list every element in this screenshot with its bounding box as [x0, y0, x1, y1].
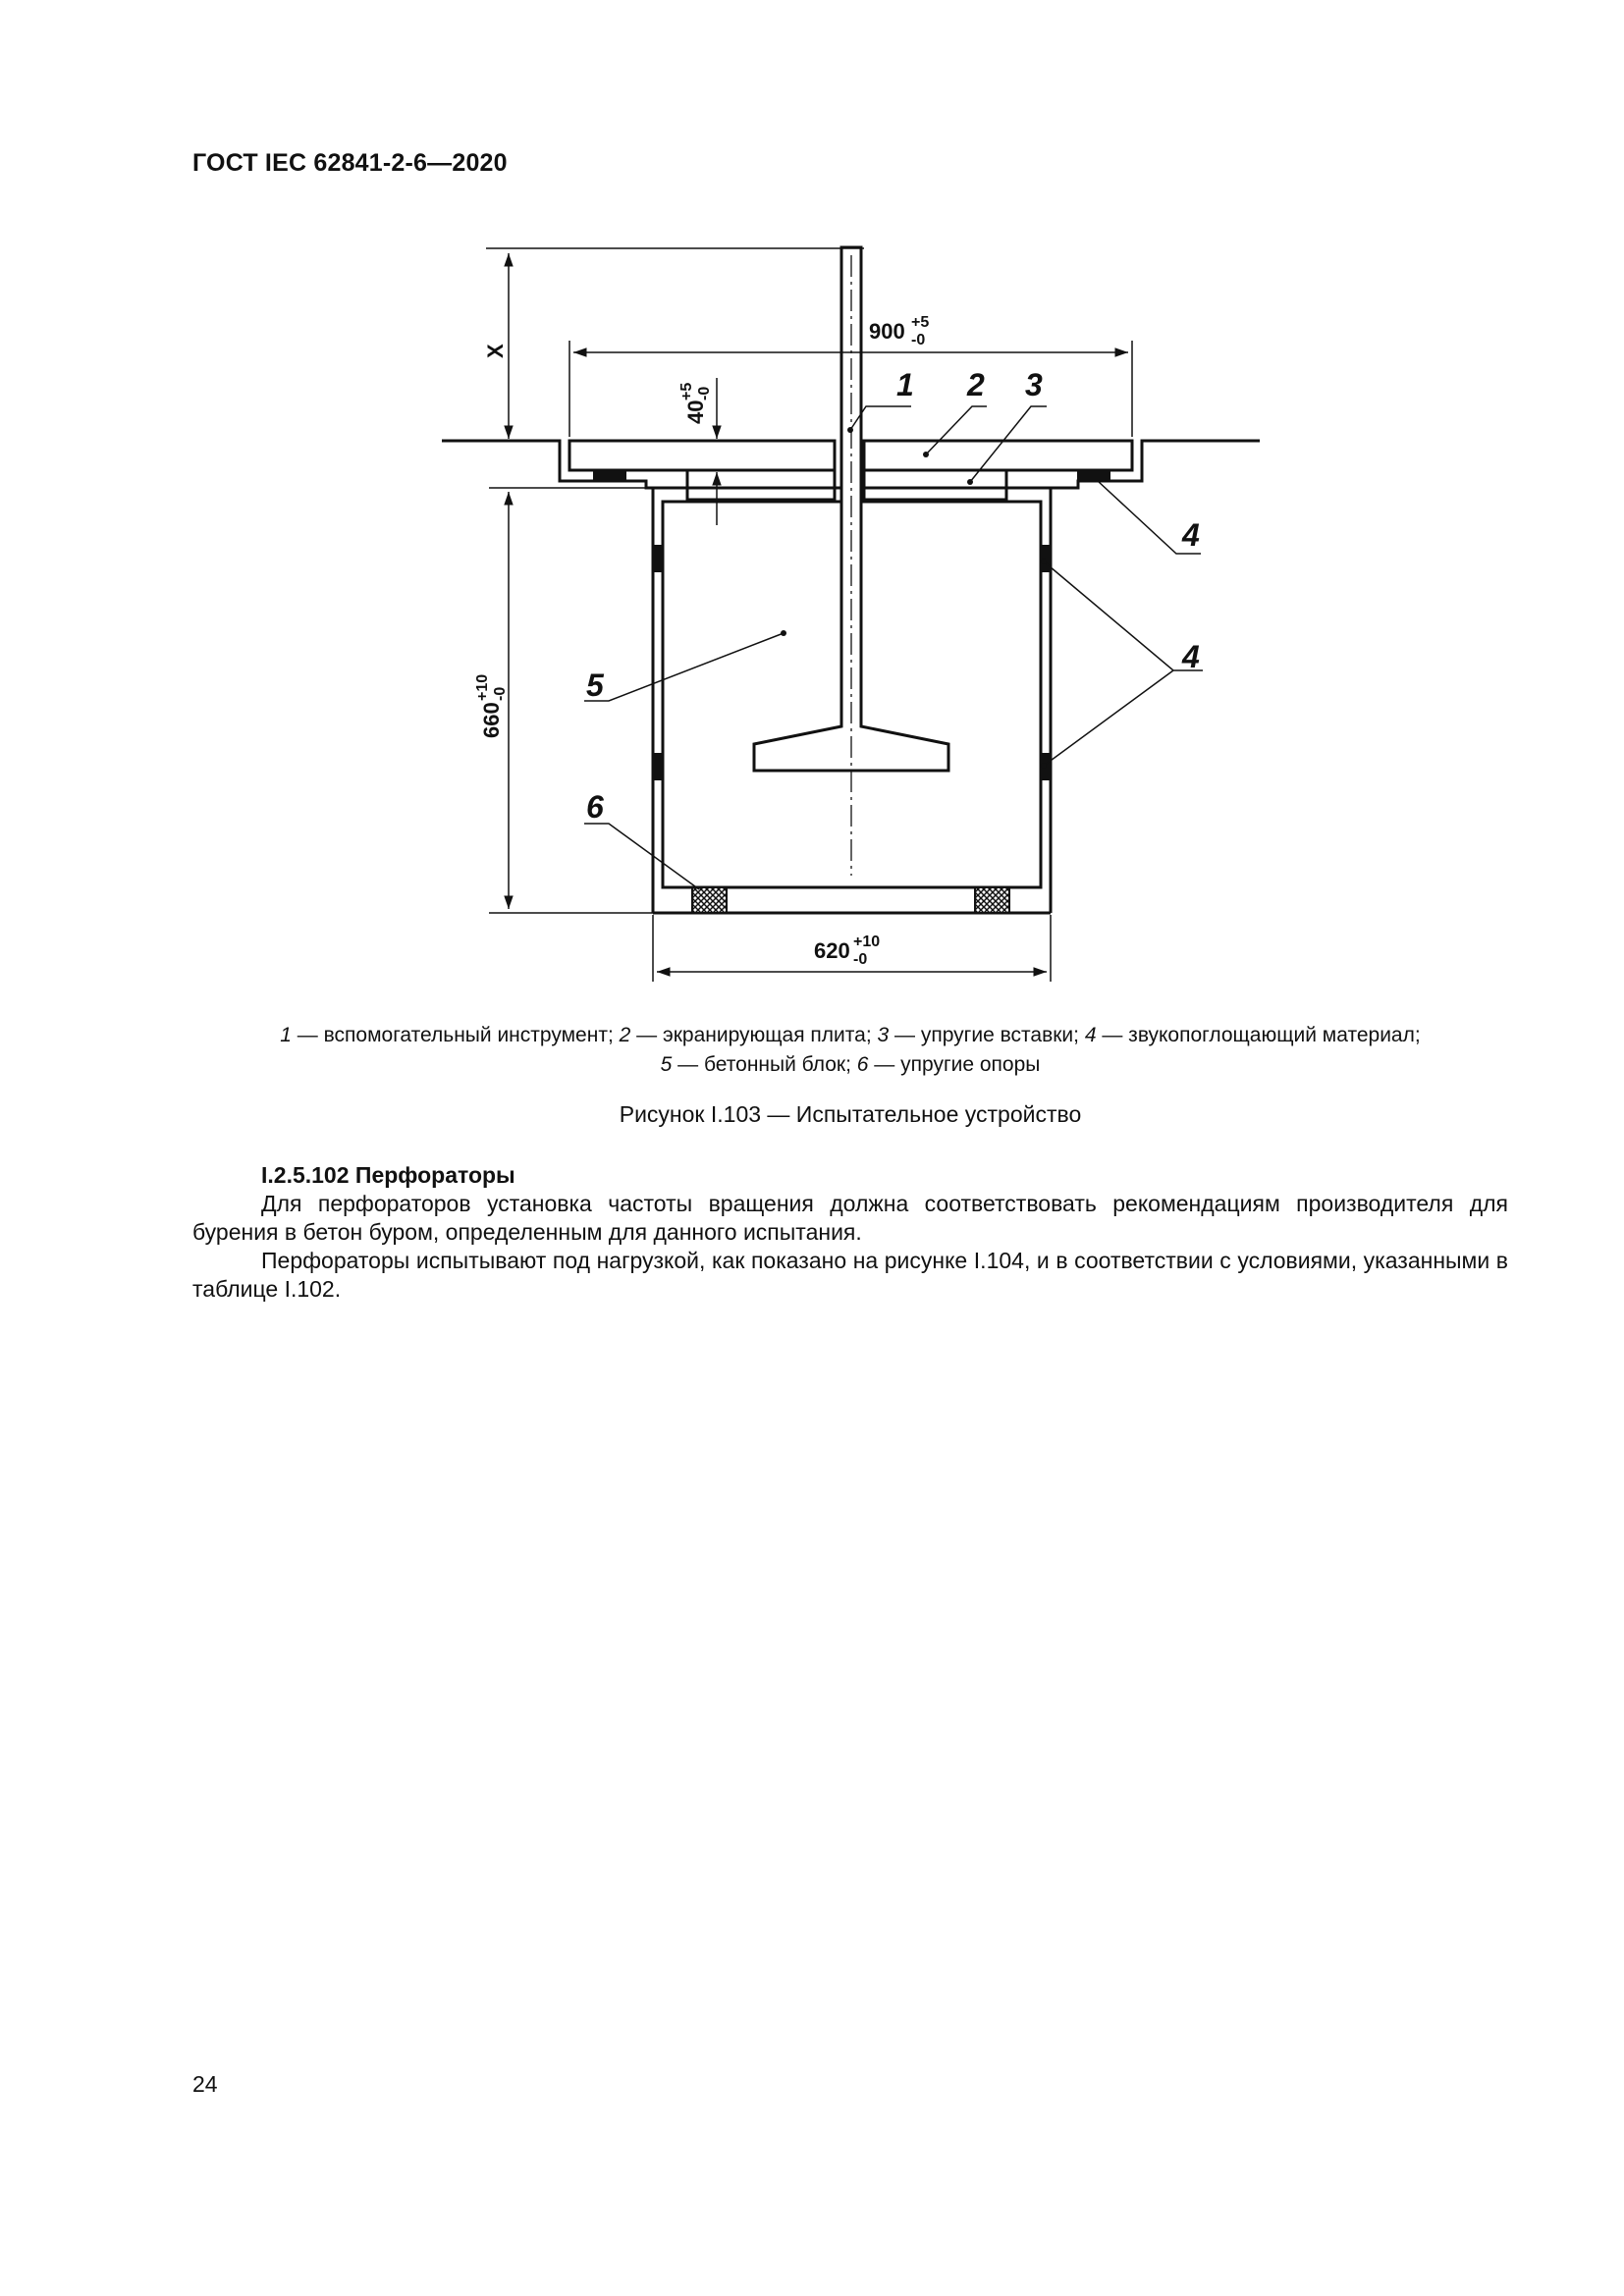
legend-num: 5	[660, 1053, 673, 1076]
dim-40-plus: +5	[678, 382, 695, 400]
screening-plate-right	[864, 441, 1132, 470]
dim-620-plus: +10	[853, 934, 881, 950]
legend-text: — звукопоглощающий материал;	[1096, 1024, 1421, 1046]
callout-5: 5	[586, 667, 604, 703]
section-heading: I.2.5.102 Перфораторы	[261, 1162, 515, 1188]
screening-plate-left	[569, 441, 835, 470]
legend-num: 3	[877, 1024, 890, 1046]
elastic-support-left	[692, 887, 727, 913]
figure-legend	[192, 1021, 1508, 1080]
callout-2: 2	[967, 367, 985, 402]
legend-line-2	[192, 1050, 1508, 1080]
leader-2	[926, 406, 987, 454]
figure-caption: Рисунок I.103 — Испытательное устройство	[619, 1101, 1082, 1127]
absorber-top-left	[593, 470, 626, 482]
dim-660-plus: +10	[474, 673, 491, 701]
callout-4-top: 4	[1182, 517, 1200, 553]
legend-num: 4	[1084, 1024, 1097, 1046]
legend-text: — упругие опоры	[868, 1053, 1041, 1076]
dim-40-minus: -0	[696, 386, 713, 400]
paragraph: Перфораторы испытывают под нагрузкой, как показано на рисунке I.104, и в соответствии с условиями, указанными в таблице I.102.	[192, 1248, 1508, 1302]
legend-num: 1	[280, 1024, 292, 1046]
dim-40: 40	[683, 400, 708, 424]
absorber-wall-left-lower	[653, 753, 663, 780]
dim-900-minus: -0	[911, 332, 926, 348]
callout-1: 1	[896, 367, 914, 402]
leader-6	[584, 824, 699, 889]
dim-660: 660	[479, 702, 504, 738]
legend-text: — упругие вставки;	[889, 1024, 1085, 1046]
absorber-wall-left-upper	[653, 545, 663, 572]
dim-900-plus: +5	[911, 314, 930, 331]
paragraph: Для перфораторов установка частоты вращения должна соответствовать рекомендациям производителя для бурения в бетон буром, определенным для данного испытания.	[192, 1191, 1508, 1245]
callout-4-side: 4	[1182, 639, 1200, 674]
legend-text: — вспомогательный инструмент;	[291, 1024, 620, 1046]
test-device-drawing	[0, 0, 1624, 1011]
dim-660-minus: -0	[492, 686, 509, 701]
leader-4-side	[1044, 561, 1203, 766]
elastic-support-right	[975, 887, 1009, 913]
legend-num: 2	[619, 1024, 631, 1046]
dim-900: 900	[869, 319, 905, 344]
absorber-wall-right-upper	[1041, 545, 1051, 572]
page-number: 24	[192, 2071, 218, 2097]
legend-text: — экранирующая плита;	[630, 1024, 878, 1046]
document-header: ГОСТ IEC 62841-2-6—2020	[192, 149, 508, 177]
elastic-insert-right	[864, 470, 1006, 500]
dim-620-minus: -0	[853, 951, 868, 968]
legend-line-1	[192, 1021, 1508, 1050]
elastic-insert-left	[687, 470, 835, 500]
dim-x-label: X	[483, 344, 508, 358]
leader-5	[584, 633, 784, 701]
callout-6: 6	[586, 789, 604, 825]
callout-3: 3	[1025, 367, 1043, 402]
legend-text: — бетонный блок;	[672, 1053, 857, 1076]
legend-num: 6	[856, 1053, 869, 1076]
absorber-top-right	[1077, 470, 1110, 482]
section-perforators	[192, 1161, 1508, 1304]
dim-620: 620	[814, 938, 850, 963]
